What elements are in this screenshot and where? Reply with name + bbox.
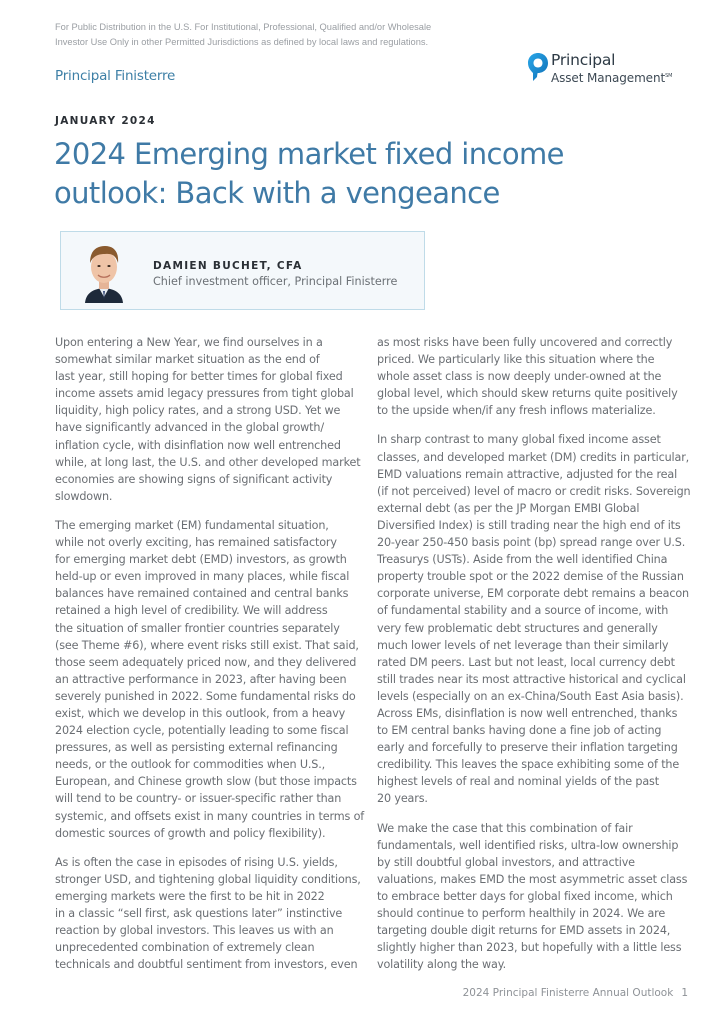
- paragraph-line: EMD valuations remain attractive, adjusted for the real: [377, 467, 678, 481]
- paragraph-line: levels (especially on an ex-China/South East Asia basis).: [377, 689, 684, 703]
- paragraph-line: those seem adequately priced now, and they delivered: [55, 655, 357, 669]
- brand-subtitle: Principal Finisterre: [55, 68, 176, 84]
- paragraph-line: property trouble spot or the 2022 demise of the Russian: [377, 570, 684, 584]
- paragraph-line: early and forcefully to preserve their inflation targeting: [377, 741, 678, 755]
- paragraph-line: held-up or even improved in many places, while fiscal: [55, 570, 350, 584]
- body-paragraph: [55, 334, 360, 505]
- paragraph-line: (see Theme #6), where event risks still exist. That said,: [55, 638, 359, 652]
- paragraph-line: for emerging market debt (EMD) investors, as growth: [55, 553, 347, 567]
- paragraph-line: whole asset class is now deeply under-owned at the: [377, 370, 662, 384]
- paragraph-line: valuations, makes EMD the most asymmetric asset class: [377, 872, 688, 886]
- paragraph-line: economies are showing signs of significant activity: [55, 472, 333, 486]
- publication-date: JANUARY 2024: [55, 115, 156, 127]
- paragraph-line: pressures, as well as persisting external refinancing: [55, 741, 338, 755]
- paragraph-line: income assets amid legacy pressures from tight global: [55, 387, 354, 401]
- paragraph-line: volatility along the way.: [377, 958, 507, 972]
- paragraph-line: emerging markets were the first to be hit in 2022: [55, 889, 325, 903]
- body-paragraph: [377, 334, 689, 419]
- paragraph-line: the situation of smaller frontier countries separately: [55, 621, 340, 635]
- author-role: Chief investment officer, Principal Finisterre: [153, 275, 398, 288]
- logo-subtitle: [551, 71, 672, 85]
- paragraph-line: liquidity, high policy rates, and a strong USD. Yet we: [55, 404, 341, 418]
- paragraph-line: technicals and doubtful sentiment from investors, even: [55, 958, 358, 972]
- body-column-right: [377, 334, 689, 985]
- paragraph-line: (if not perceived) level of macro or credit risks. Sovereign: [377, 484, 691, 498]
- logo-subtitle-text: Asset Management: [551, 71, 666, 85]
- paragraph-line: by still doubtful global investors, and attractive: [377, 855, 635, 869]
- title-line: outlook: Back with a vengeance: [54, 176, 500, 210]
- paragraph-line: exist, which we develop in this outlook, from a heavy: [55, 706, 346, 720]
- body-paragraph: [377, 431, 689, 807]
- paragraph-line: credibility. This leaves the space exhibiting some of the: [377, 758, 680, 772]
- disclaimer-line: For Public Distribution in the U.S. For Institutional, Professional, Qualified and/or Wholesale: [55, 22, 432, 32]
- paragraph-line: inflation cycle, with disinflation now well entrenched: [55, 438, 341, 452]
- paragraph-line: Across EMs, disinflation is now well entrenched, thanks: [377, 706, 678, 720]
- paragraph-line: of fundamental stability and a source of income, with: [377, 604, 669, 618]
- paragraph-line: priced. We particularly like this situation where the: [377, 353, 655, 367]
- paragraph-line: We make the case that this combination of fair: [377, 821, 633, 835]
- paragraph-line: highest levels of real and nominal yields of the past: [377, 775, 659, 789]
- page-title: [54, 135, 694, 213]
- author-photo: [83, 239, 125, 303]
- logo-name: Principal: [551, 51, 616, 69]
- paragraph-line: 20 years.: [377, 792, 428, 806]
- paragraph-line: have significantly advanced in the global growth/: [55, 421, 324, 435]
- paragraph-line: in a classic “sell first, ask questions later” instinctive: [55, 907, 343, 920]
- footer-publication: 2024 Principal Finisterre Annual Outlook: [462, 987, 674, 999]
- paragraph-line: systemic, and offsets exist in many countries in terms of: [55, 809, 365, 823]
- paragraph-line: to embrace better days for global fixed income, which: [377, 889, 673, 903]
- author-name: DAMIEN BUCHET, CFA: [153, 260, 303, 272]
- paragraph-line: still trades near its most attractive historical and cyclical: [377, 672, 686, 686]
- body-paragraph: [55, 854, 360, 974]
- page-footer: [463, 987, 688, 999]
- paragraph-line: slightly higher than 2023, but hopefully with a little less: [377, 941, 682, 955]
- paragraph-line: The emerging market (EM) fundamental situation,: [55, 518, 329, 532]
- paragraph-line: while not overly exciting, has remained satisfactory: [55, 536, 337, 550]
- paragraph-line: while, at long last, the U.S. and other developed market: [55, 455, 361, 469]
- paragraph-line: Treasurys (USTs). Aside from the well identified China: [377, 553, 668, 567]
- service-mark: SM: [665, 73, 673, 79]
- paragraph-line: retained a high level of credibility. We will address: [55, 604, 328, 618]
- paragraph-line: as most risks have been fully uncovered and correctly: [377, 336, 673, 349]
- paragraph-line: an attractive performance in 2023, after having been: [55, 672, 347, 686]
- distribution-disclaimer: [55, 20, 495, 50]
- paragraph-line: reaction by global investors. This leaves us with an: [55, 924, 334, 938]
- paragraph-line: Upon entering a New Year, we find ourselves in a: [55, 336, 323, 349]
- body-paragraph: [377, 820, 689, 974]
- paragraph-line: 2024 election cycle, potentially leading to some fiscal: [55, 724, 349, 738]
- paragraph-line: rated DM peers. Last but not least, local currency debt: [377, 655, 675, 669]
- paragraph-line: to EM central banks having done a fine job of acting: [377, 724, 662, 738]
- body-column-left: [55, 334, 365, 985]
- paragraph-line: very few problematic debt structures and generally: [377, 621, 658, 635]
- paragraph-line: stronger USD, and tightening global liquidity conditions,: [55, 872, 361, 886]
- title-line: 2024 Emerging market fixed income: [54, 137, 564, 171]
- paragraph-line: domestic sources of growth and policy flexibility).: [55, 826, 326, 840]
- paragraph-line: should continue to perform healthily in 2024. We are: [377, 907, 666, 920]
- paragraph-line: somewhat similar market situation as the end of: [55, 353, 320, 367]
- paragraph-line: unprecedented combination of extremely clean: [55, 941, 315, 955]
- paragraph-line: will tend to be country- or issuer-specific rather than: [55, 792, 342, 806]
- paragraph-line: As is often the case in episodes of rising U.S. yields,: [55, 855, 338, 869]
- paragraph-line: global level, which should skew returns quite positively: [377, 387, 678, 401]
- paragraph-line: classes, and developed market (DM) credits in particular,: [377, 450, 690, 464]
- paragraph-line: needs, or the outlook for commodities when U.S.,: [55, 758, 326, 772]
- paragraph-line: European, and Chinese growth slow (but those impacts: [55, 775, 357, 789]
- paragraph-line: to the upside when/if any fresh inflows materialize.: [377, 404, 656, 418]
- paragraph-line: 20-year 250-450 basis point (bp) spread range over U.S.: [377, 536, 686, 550]
- principal-p-logo-icon: [527, 52, 549, 82]
- paragraph-line: last year, still hoping for better times for global fixed: [55, 370, 343, 384]
- paragraph-line: balances have remained contained and central banks: [55, 587, 349, 601]
- paragraph-line: much lower levels of net leverage than their similarly: [377, 638, 669, 652]
- paragraph-line: In sharp contrast to many global fixed income asset: [377, 433, 661, 447]
- paragraph-line: corporate universe, EM corporate debt remains a beacon: [377, 587, 689, 601]
- disclaimer-line: Investor Use Only in other Permitted Jurisdictions as defined by local laws and regulations.: [55, 37, 429, 47]
- paragraph-line: severely punished in 2022. Some fundamental risks do: [55, 689, 356, 703]
- principal-logo: [527, 52, 697, 92]
- body-paragraph: [55, 517, 365, 842]
- paragraph-line: Diversified Index) is still trading near the high end of its: [377, 518, 681, 532]
- paragraph-line: slowdown.: [55, 489, 113, 503]
- paragraph-line: targeting double digit returns for EMD assets in 2024,: [377, 924, 671, 938]
- page-number: 1: [681, 987, 688, 999]
- paragraph-line: external debt (as per the JP Morgan EMBI Global: [377, 501, 640, 515]
- author-card: [60, 231, 425, 310]
- paragraph-line: fundamentals, well identified risks, ultra-low ownership: [377, 838, 679, 852]
